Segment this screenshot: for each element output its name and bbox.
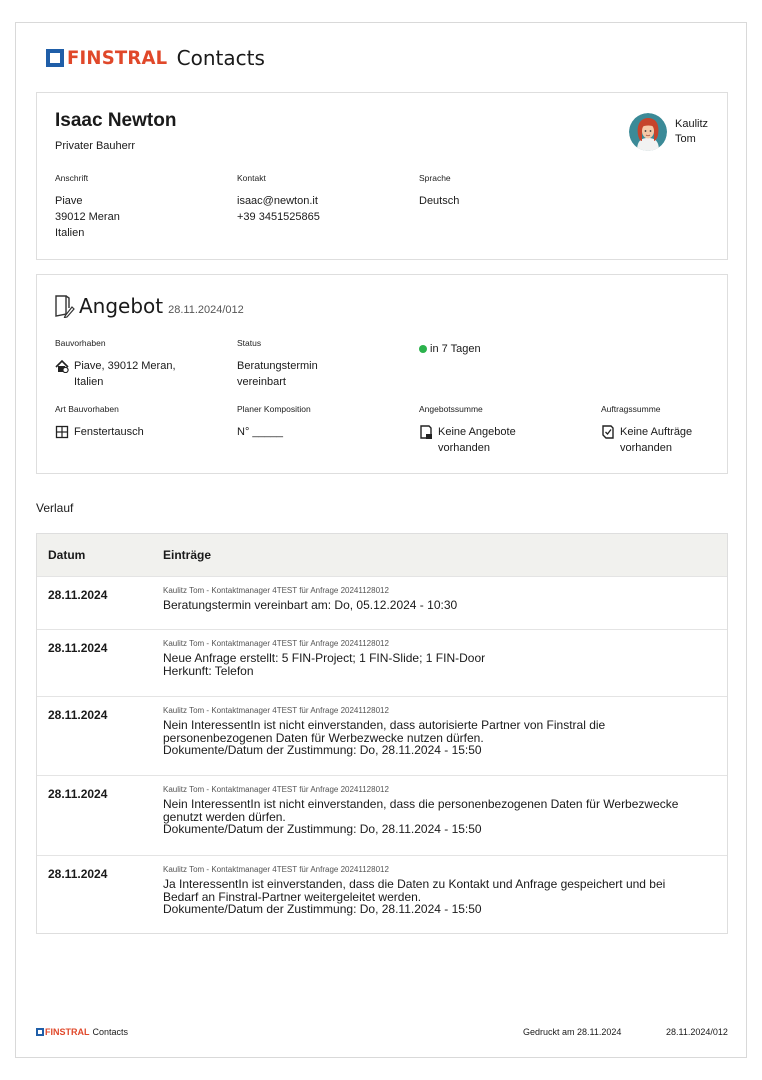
order-sum-value: vorhanden — [620, 442, 672, 454]
row-meta: Kaulitz Tom - Kontaktmanager 4TEST für Anfrage 20241128012 — [163, 865, 389, 874]
offer-sum-field — [419, 404, 516, 456]
language-label: Sprache — [419, 173, 451, 183]
address-line: 39012 Meran — [55, 211, 120, 223]
offer-title: Angebot — [79, 294, 164, 318]
app-name: Contacts — [176, 46, 265, 70]
agent-first-name: Kaulitz — [675, 118, 709, 130]
address-label: Anschrift — [55, 173, 89, 183]
footer-logo-word: FINSTRAL — [45, 1027, 90, 1037]
offer-sum-value: Keine Angebote — [438, 426, 516, 438]
due-field — [419, 341, 481, 357]
table-row — [37, 696, 727, 775]
row-meta: Kaulitz Tom - Kontaktmanager 4TEST für Anfrage 20241128012 — [163, 706, 389, 715]
table-header — [37, 534, 727, 576]
order-sum-field — [601, 404, 692, 456]
row-date: 28.11.2024 — [48, 867, 108, 881]
table-row — [37, 629, 727, 696]
agent-name — [675, 117, 708, 147]
project-label: Bauvorhaben — [55, 338, 106, 348]
table-row — [37, 576, 727, 629]
language-field — [419, 173, 459, 209]
order-check-icon — [601, 425, 615, 439]
order-sum-value: Keine Aufträge — [620, 426, 693, 438]
app-header — [46, 45, 265, 71]
agent-last-name: Tom — [675, 133, 696, 145]
offer-doc-icon — [419, 425, 433, 439]
status-value: vereinbart — [237, 376, 286, 388]
row-date: 28.11.2024 — [48, 708, 108, 722]
email-link[interactable]: isaac@newton.it — [237, 195, 318, 207]
finstral-logo-icon — [46, 49, 64, 67]
planner-value: N° _____ — [237, 426, 283, 438]
logo-wordmark: FINSTRAL — [67, 47, 168, 69]
status-value: Beratungstermin — [237, 360, 318, 372]
kind-value: Fenstertausch — [74, 426, 144, 438]
row-date: 28.11.2024 — [48, 641, 108, 655]
row-text: Neue Anfrage erstellt: 5 FIN-Project; 1 FIN-Slide; 1 FIN-Door Herkunft: Telefon — [163, 651, 486, 678]
project-field — [55, 338, 176, 390]
row-text: Nein InteressentIn ist nicht einverstanden, dass autorisierte Partner von Finstral die personenbezogenen Daten für Werbezwecke nutzen dürfen. Dokumente/Datum der Zustimmung: Do, 28.11.2024 - 15:50 — [163, 718, 606, 757]
kind-label: Art Bauvorhaben — [55, 404, 119, 414]
row-date: 28.11.2024 — [48, 787, 108, 801]
project-address-line: Piave, 39012 Meran, — [74, 360, 176, 372]
address-field — [55, 173, 120, 241]
column-header-date: Datum — [48, 548, 86, 562]
status-dot-icon — [419, 345, 427, 353]
table-row — [37, 775, 727, 855]
row-text: Beratungstermin vereinbart am: Do, 05.12.2024 - 10:30 — [163, 598, 458, 612]
row-meta: Kaulitz Tom - Kontaktmanager 4TEST für Anfrage 20241128012 — [163, 639, 389, 648]
contact-name: Isaac Newton — [55, 110, 177, 131]
table-row — [37, 855, 727, 933]
planner-label: Planer Komposition — [237, 404, 311, 414]
finstral-logo-icon — [36, 1028, 44, 1036]
offer-number: 28.11.2024/012 — [168, 304, 244, 316]
column-header-entries: Einträge — [163, 548, 212, 562]
row-meta: Kaulitz Tom - Kontaktmanager 4TEST für Anfrage 20241128012 — [163, 586, 389, 595]
offer-card — [36, 274, 728, 474]
language-value: Deutsch — [419, 195, 460, 207]
address-line: Italien — [55, 227, 85, 239]
order-sum-label: Auftragssumme — [601, 404, 661, 414]
footer-app-name: Contacts — [92, 1027, 129, 1037]
offer-header — [53, 294, 244, 318]
project-address-line: Italien — [74, 376, 104, 388]
address-line: Piave — [55, 195, 83, 207]
row-meta: Kaulitz Tom - Kontaktmanager 4TEST für Anfrage 20241128012 — [163, 785, 389, 794]
document-page — [15, 22, 747, 1058]
offer-document-icon — [53, 294, 75, 318]
footer-logo — [36, 1027, 128, 1037]
offer-sum-value: vorhanden — [438, 442, 490, 454]
planner-field — [237, 404, 311, 440]
contact-card — [36, 92, 728, 260]
footer-printed-date: Gedruckt am 28.11.2024 — [523, 1027, 622, 1037]
contact-field — [237, 173, 320, 225]
status-label: Status — [237, 338, 262, 348]
agent-avatar — [629, 113, 667, 151]
window-icon — [55, 425, 69, 439]
offer-sum-label: Angebotssumme — [419, 404, 483, 414]
row-date: 28.11.2024 — [48, 588, 108, 602]
contact-label: Kontakt — [237, 173, 266, 183]
status-field — [237, 338, 318, 390]
kind-field — [55, 404, 144, 440]
row-text: Ja InteressentIn ist einverstanden, dass die Daten zu Kontakt und Anfrage gespeichert und bei Bedarf an Finstral-Partner weitergeleitet werden. Dokumente/Datum der Zustimmung: Do, 28.11.2024 - 15:50 — [163, 877, 666, 916]
avatar-icon — [629, 113, 667, 151]
history-heading: Verlauf — [36, 501, 74, 515]
row-text: Nein InteressentIn ist nicht einverstanden, dass die personenbezogenen Daten für Werbezwecke genutzt werden dürfen. Dokumente/Datum der Zustimmung: Do, 28.11.2024 - 15:50 — [163, 797, 679, 836]
due-value: in 7 Tagen — [430, 343, 481, 355]
contact-type: Privater Bauherr — [55, 140, 136, 152]
footer-doc-number: 28.11.2024/012 — [666, 1027, 728, 1037]
history-table — [36, 533, 728, 934]
phone-link[interactable]: +39 3451525865 — [237, 211, 320, 223]
building-site-icon — [55, 359, 69, 373]
